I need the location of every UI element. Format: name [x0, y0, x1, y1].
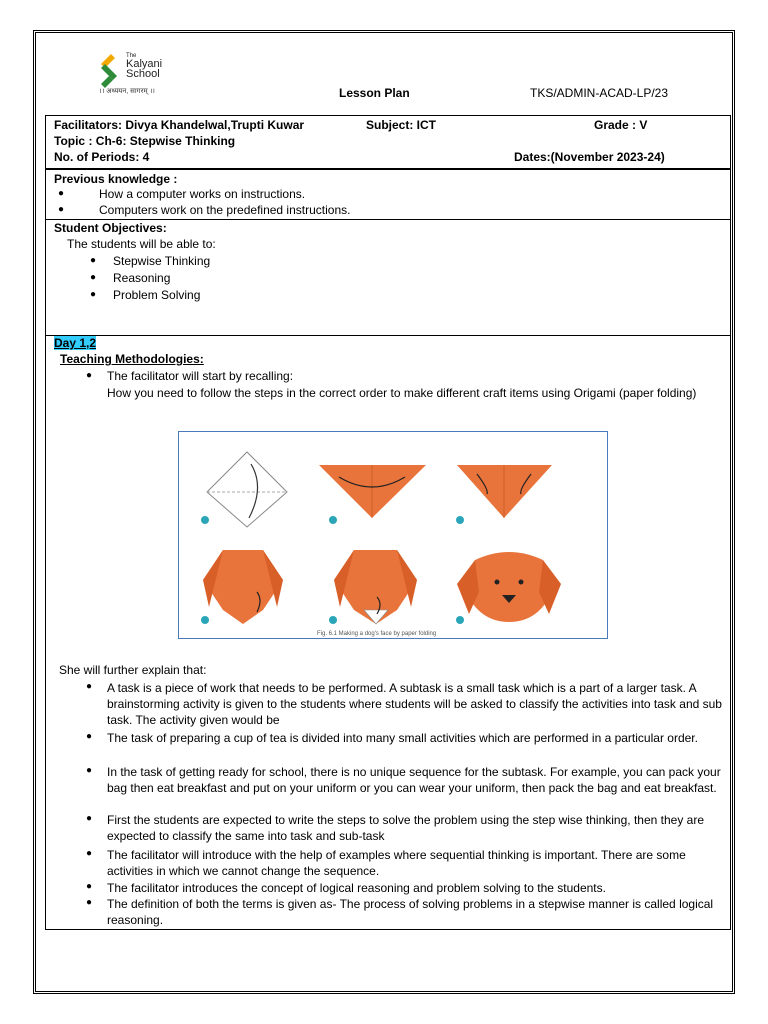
list-item: Reasoning: [113, 271, 171, 285]
list-item: Problem Solving: [113, 288, 201, 302]
bullet-icon: ●: [90, 255, 97, 266]
recall-description: How you need to follow the steps in the correct order to make different craft items using Origami (paper folding): [107, 386, 697, 400]
periods: No. of Periods: 4: [54, 150, 150, 164]
bullet-icon: ●: [86, 848, 93, 859]
explain-intro: She will further explain that:: [59, 663, 207, 677]
recall-line: The facilitator will start by recalling:: [107, 369, 294, 383]
subject: Subject: ICT: [366, 118, 437, 132]
info-section: [45, 115, 731, 169]
bullet-icon: ●: [86, 370, 93, 381]
list-item: The definition of both the terms is given as- The process of solving problems in a stepwise manner is called logical reasoning.: [107, 897, 714, 927]
list-item: Computers work on the predefined instructions.: [99, 203, 351, 217]
origami-steps-illustration: [179, 432, 607, 638]
document-code: TKS/ADMIN-ACAD-LP/23: [530, 86, 669, 100]
list-item: How a computer works on instructions.: [99, 187, 306, 201]
objectives-section: [45, 219, 731, 336]
objectives-intro: The students will be able to:: [67, 237, 216, 251]
list-item: The task of preparing a cup of tea is divided into many small activities which are performed in a particular order.: [107, 731, 698, 745]
topic: Topic : Ch-6: Stepwise Thinking: [54, 134, 236, 148]
bullet-icon: ●: [58, 188, 65, 199]
previous-knowledge-section: [45, 169, 731, 220]
grade: Grade : V: [594, 118, 648, 132]
figure-caption: Fig. 6.1 Making a dog's face by paper folding: [317, 631, 437, 637]
day-label: Day 1,2: [54, 336, 97, 350]
bullet-icon: ●: [90, 289, 97, 300]
logo-wordmark: The Kalyani School: [126, 53, 163, 80]
list-item: Stepwise Thinking: [113, 254, 211, 268]
methodologies-heading: Teaching Methodologies:: [60, 352, 204, 366]
logo-motto: ।। अध्ययन, सागरम् ।।: [99, 88, 155, 95]
bullet-icon: ●: [86, 897, 93, 908]
list-item: First the students are expected to write the steps to solve the problem using the step wise thinking, then they are expected to classify the same into task and sub-task: [107, 813, 704, 843]
bullet-icon: ●: [90, 272, 97, 283]
facilitators: Facilitators: Divya Khandelwal,Trupti Kuwar: [54, 118, 305, 132]
list-item: In the task of getting ready for school, there is no unique sequence for the subtask. For example, you can pack your bag then eat breakfast and put on your uniform or you can wear your uniform, then pack the bag and eat breakfast.: [107, 765, 721, 795]
objectives-heading: Student Objectives:: [54, 221, 167, 235]
bullet-icon: ●: [86, 681, 93, 692]
origami-figure: [178, 431, 608, 639]
previous-knowledge-heading: Previous knowledge :: [54, 172, 178, 186]
bullet-icon: ●: [86, 813, 93, 824]
bullet-icon: ●: [86, 881, 93, 892]
bullet-icon: ●: [86, 731, 93, 742]
dates: Dates:(November 2023-24): [514, 150, 665, 164]
document-title: Lesson Plan: [339, 86, 410, 100]
list-item: A task is a piece of work that needs to be performed. A subtask is a small task which is a part of a larger task. A brainstorming activity is given to the students where students will be asked to classify the activities into task and sub task. The activity given would be: [107, 681, 722, 727]
bullet-icon: ●: [58, 204, 65, 215]
bullet-icon: ●: [86, 765, 93, 776]
list-item: The facilitator introduces the concept of logical reasoning and problem solving to the students.: [107, 881, 606, 895]
list-item: The facilitator will introduce with the help of examples where sequential thinking is important. There are some activities in which we cannot change the sequence.: [107, 848, 686, 878]
